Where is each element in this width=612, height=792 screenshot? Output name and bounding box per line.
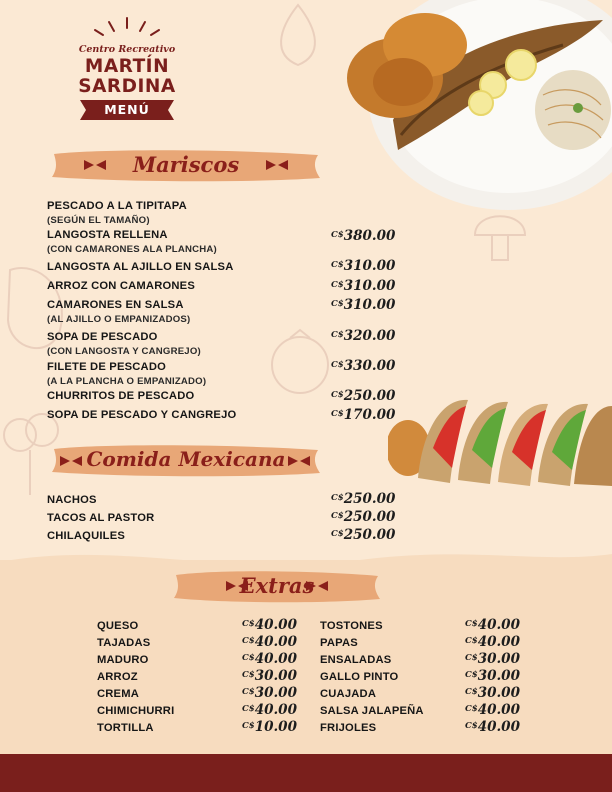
extra-item-price — [242, 685, 297, 701]
menu-item-price — [331, 328, 395, 344]
mexicana-title: Comida Mexicana — [86, 447, 286, 471]
menu-item-price — [331, 297, 395, 313]
extras-title: Extras — [239, 573, 315, 598]
extra-item-price — [465, 634, 520, 650]
currency-symbol: C$ — [331, 280, 344, 290]
menu-item-note: (SEGÚN EL TAMAÑO) — [47, 215, 150, 226]
extra-item-name: CHIMICHURRI — [97, 705, 175, 717]
extra-item-price — [242, 617, 297, 633]
currency-symbol: C$ — [465, 687, 478, 697]
menu-item-price — [331, 388, 395, 404]
menu-item-name: CHILAQUILES — [47, 530, 126, 542]
currency-symbol: C$ — [331, 493, 344, 503]
price-value: 30.00 — [254, 668, 297, 684]
currency-symbol: C$ — [331, 390, 344, 400]
extra-item-price — [242, 668, 297, 684]
tacos-image — [388, 388, 612, 488]
menu-item-name: LANGOSTA AL AJILLO EN SALSA — [47, 261, 234, 273]
price-value: 250.00 — [343, 491, 396, 507]
menu-item-price — [331, 527, 395, 543]
extra-item-price — [242, 702, 297, 718]
mariscos-banner — [50, 146, 322, 184]
logo-ribbon-label: MENÚ — [104, 102, 150, 117]
menu-item-name: FILETE DE PESCADO — [47, 361, 167, 373]
menu-item-name: SOPA DE PESCADO Y CANGREJO — [47, 409, 237, 421]
menu-item-name: SOPA DE PESCADO — [47, 331, 158, 343]
price-value: 40.00 — [477, 617, 520, 633]
price-value: 380.00 — [343, 228, 396, 244]
extra-item-price — [465, 719, 520, 735]
currency-symbol: C$ — [465, 653, 478, 663]
menu-item-name: CHURRITOS DE PESCADO — [47, 390, 195, 402]
price-value: 40.00 — [477, 702, 520, 718]
price-value: 250.00 — [343, 509, 396, 525]
decorative-garlic-icon — [268, 0, 328, 70]
extra-item-name: SALSA JALAPEÑA — [320, 705, 424, 717]
price-value: 40.00 — [477, 634, 520, 650]
decorative-tomato-icon — [265, 320, 335, 400]
price-value: 40.00 — [254, 651, 297, 667]
logo-burst-icon — [62, 16, 192, 44]
menu-item-note: (AL AJILLO O EMPANIZADOS) — [47, 314, 191, 325]
price-value: 330.00 — [343, 358, 396, 374]
menu-item-name: NACHOS — [47, 494, 97, 506]
price-value: 30.00 — [477, 685, 520, 701]
price-value: 40.00 — [477, 719, 520, 735]
price-value: 30.00 — [477, 651, 520, 667]
logo-name-line2: SARDINA — [78, 76, 176, 97]
currency-symbol: C$ — [331, 260, 344, 270]
menu-item-price — [331, 278, 395, 294]
price-value: 310.00 — [343, 297, 396, 313]
price-value: 250.00 — [343, 527, 396, 543]
extra-item-name: CREMA — [97, 688, 140, 700]
extra-item-name: TORTILLA — [97, 722, 154, 734]
extra-item-name: FRIJOLES — [320, 722, 377, 734]
extra-item-price — [242, 634, 297, 650]
extra-item-name: ARROZ — [97, 671, 138, 683]
mexicana-banner — [50, 441, 322, 479]
menu-item-price — [331, 407, 395, 423]
currency-symbol: C$ — [331, 409, 344, 419]
currency-symbol: C$ — [465, 619, 478, 629]
price-value: 40.00 — [254, 617, 297, 633]
menu-item-price — [331, 491, 395, 507]
currency-symbol: C$ — [242, 619, 255, 629]
currency-symbol: C$ — [331, 360, 344, 370]
price-value: 40.00 — [254, 634, 297, 650]
menu-item-note: (A LA PLANCHA O EMPANIZADO) — [47, 376, 207, 387]
extra-item-price — [465, 668, 520, 684]
price-value: 40.00 — [254, 702, 297, 718]
menu-item-name: CAMARONES EN SALSA — [47, 299, 184, 311]
decorative-mushroom-icon — [470, 205, 530, 265]
currency-symbol: C$ — [331, 330, 344, 340]
currency-symbol: C$ — [242, 721, 255, 731]
extra-item-price — [465, 685, 520, 701]
currency-symbol: C$ — [465, 670, 478, 680]
extra-item-name: TOSTONES — [320, 620, 383, 632]
currency-symbol: C$ — [242, 653, 255, 663]
price-value: 310.00 — [343, 278, 396, 294]
menu-item-name: PESCADO A LA TIPITAPA — [47, 200, 187, 212]
extra-item-name: PAPAS — [320, 637, 358, 649]
price-value: 310.00 — [343, 258, 396, 274]
price-value: 320.00 — [343, 328, 396, 344]
footer-bar — [0, 754, 612, 792]
logo-subtitle: Centro Recreativo — [78, 44, 176, 55]
currency-symbol: C$ — [465, 721, 478, 731]
currency-symbol: C$ — [242, 687, 255, 697]
mariscos-title: Mariscos — [132, 152, 240, 177]
extra-item-price — [465, 617, 520, 633]
menu-item-name: ARROZ CON CAMARONES — [47, 280, 195, 292]
currency-symbol: C$ — [242, 704, 255, 714]
extra-item-price — [465, 702, 520, 718]
currency-symbol: C$ — [465, 704, 478, 714]
menu-item-note: (CON LANGOSTA Y CANGREJO) — [47, 346, 201, 357]
menu-item-price — [331, 509, 395, 525]
fried-fish-plate-image — [333, 0, 612, 210]
currency-symbol: C$ — [331, 299, 344, 309]
currency-symbol: C$ — [331, 529, 344, 539]
price-value: 170.00 — [343, 407, 396, 423]
extra-item-name: ENSALADAS — [320, 654, 392, 666]
currency-symbol: C$ — [331, 511, 344, 521]
currency-symbol: C$ — [465, 636, 478, 646]
menu-item-price — [331, 258, 395, 274]
logo-name-line1: MARTÍN — [84, 56, 170, 77]
price-value: 10.00 — [254, 719, 297, 735]
extra-item-name: GALLO PINTO — [320, 671, 399, 683]
menu-item-price — [331, 358, 395, 374]
extra-item-name: QUESO — [97, 620, 139, 632]
price-value: 250.00 — [343, 388, 396, 404]
menu-item-name: TACOS AL PASTOR — [47, 512, 155, 524]
extra-item-name: CUAJADA — [320, 688, 377, 700]
price-value: 30.00 — [254, 685, 297, 701]
menu-item-price — [331, 228, 395, 244]
extra-item-price — [242, 651, 297, 667]
currency-symbol: C$ — [242, 636, 255, 646]
restaurant-logo — [62, 16, 192, 126]
price-value: 30.00 — [477, 668, 520, 684]
menu-item-name: LANGOSTA RELLENA — [47, 229, 168, 241]
extra-item-name: MADURO — [97, 654, 149, 666]
extra-item-name: TAJADAS — [97, 637, 151, 649]
extra-item-price — [465, 651, 520, 667]
menu-item-note: (CON CAMARONES ALA PLANCHA) — [47, 244, 217, 255]
extra-item-price — [242, 719, 297, 735]
extras-banner — [172, 567, 382, 605]
currency-symbol: C$ — [331, 230, 344, 240]
currency-symbol: C$ — [242, 670, 255, 680]
